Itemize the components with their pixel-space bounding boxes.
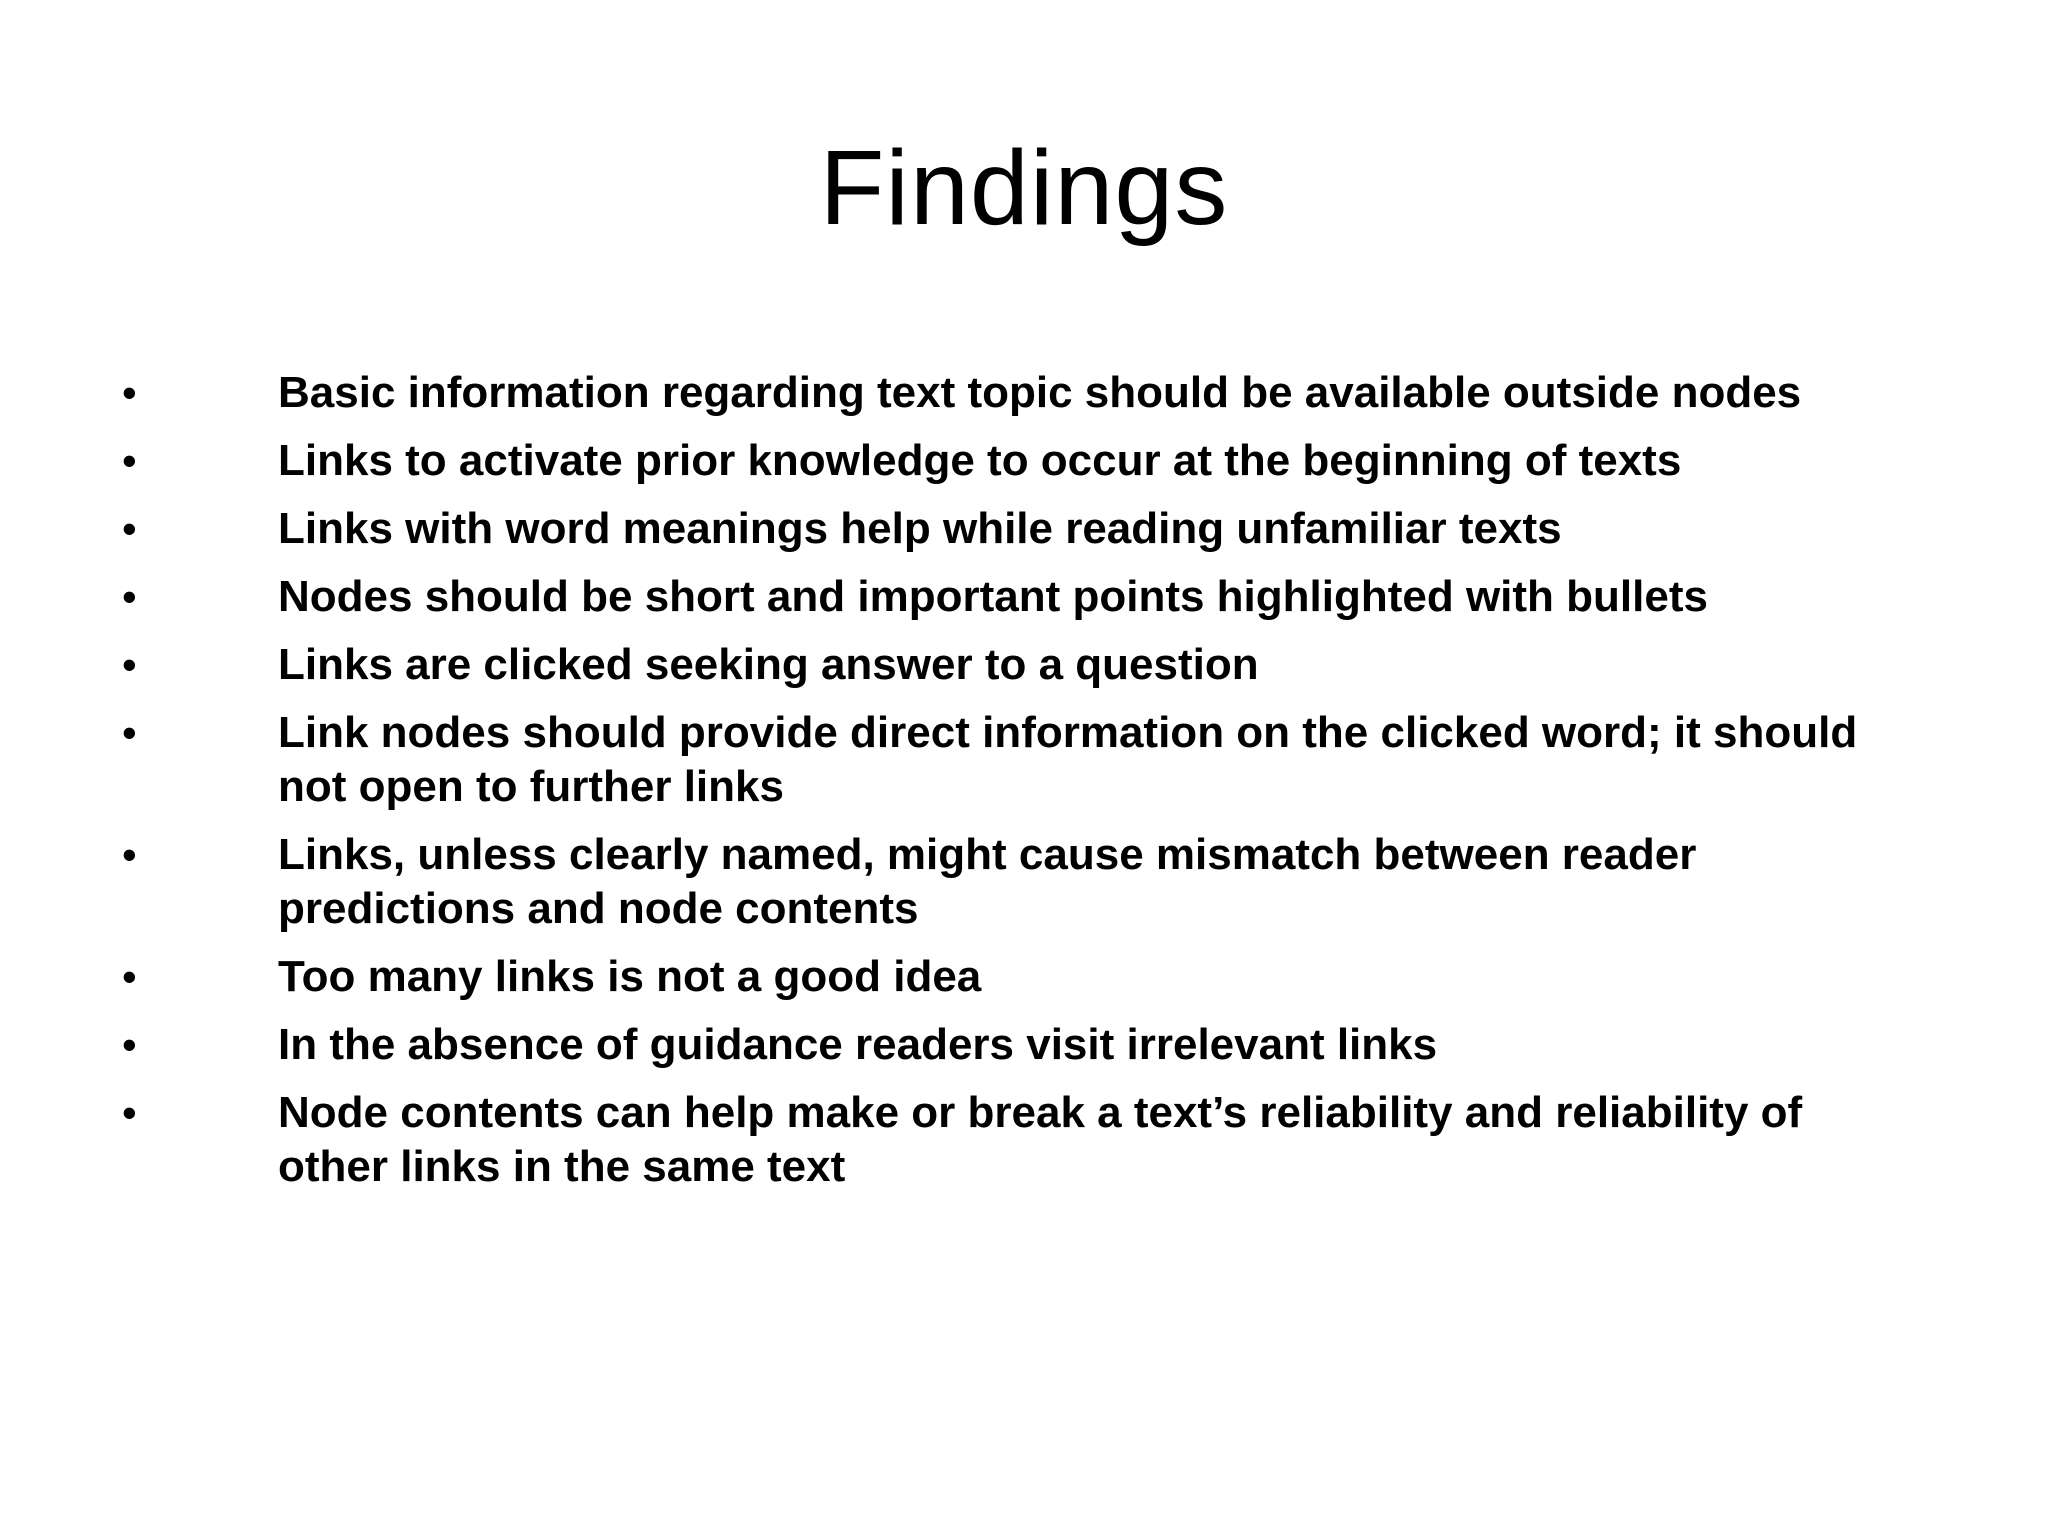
bullet-text: Links, unless clearly named, might cause mismatch between reader predictions and node contents <box>278 830 1697 933</box>
bullet-icon: • <box>122 641 137 688</box>
list-item <box>118 638 1918 692</box>
bullet-text: Links to activate prior knowledge to occur at the beginning of texts <box>278 436 1682 485</box>
slide-title: Findings <box>819 129 1229 247</box>
bullet-text: Links with word meanings help while reading unfamiliar texts <box>278 504 1562 553</box>
list-item <box>118 570 1918 624</box>
list-item <box>118 366 1918 420</box>
bullet-icon: • <box>122 1021 137 1068</box>
bullet-icon: • <box>122 709 137 756</box>
list-item <box>118 1086 1918 1194</box>
bullet-text: Link nodes should provide direct information on the clicked word; it should not open to further links <box>278 708 1858 811</box>
list-item <box>118 434 1918 488</box>
list-item <box>118 502 1918 556</box>
bullet-icon: • <box>122 437 137 484</box>
bullet-icon: • <box>122 953 137 1000</box>
bullet-icon: • <box>122 831 137 878</box>
list-item <box>118 950 1918 1004</box>
bullet-icon: • <box>122 1089 137 1136</box>
bullet-icon: • <box>122 573 137 620</box>
list-item <box>118 828 1918 936</box>
bullet-list <box>118 366 1918 1208</box>
bullet-text: Too many links is not a good idea <box>278 952 982 1001</box>
bullet-icon: • <box>122 505 137 552</box>
list-item <box>118 1018 1918 1072</box>
list-item <box>118 706 1918 814</box>
bullet-text: Basic information regarding text topic should be available outside nodes <box>278 368 1802 417</box>
bullet-text: Nodes should be short and important points highlighted with bullets <box>278 572 1708 621</box>
bullet-text: Links are clicked seeking answer to a question <box>278 640 1259 689</box>
bullet-text: Node contents can help make or break a text’s reliability and reliability of other links in the same text <box>278 1088 1803 1191</box>
bullet-text: In the absence of guidance readers visit irrelevant links <box>278 1020 1438 1069</box>
bullet-icon: • <box>122 369 137 416</box>
